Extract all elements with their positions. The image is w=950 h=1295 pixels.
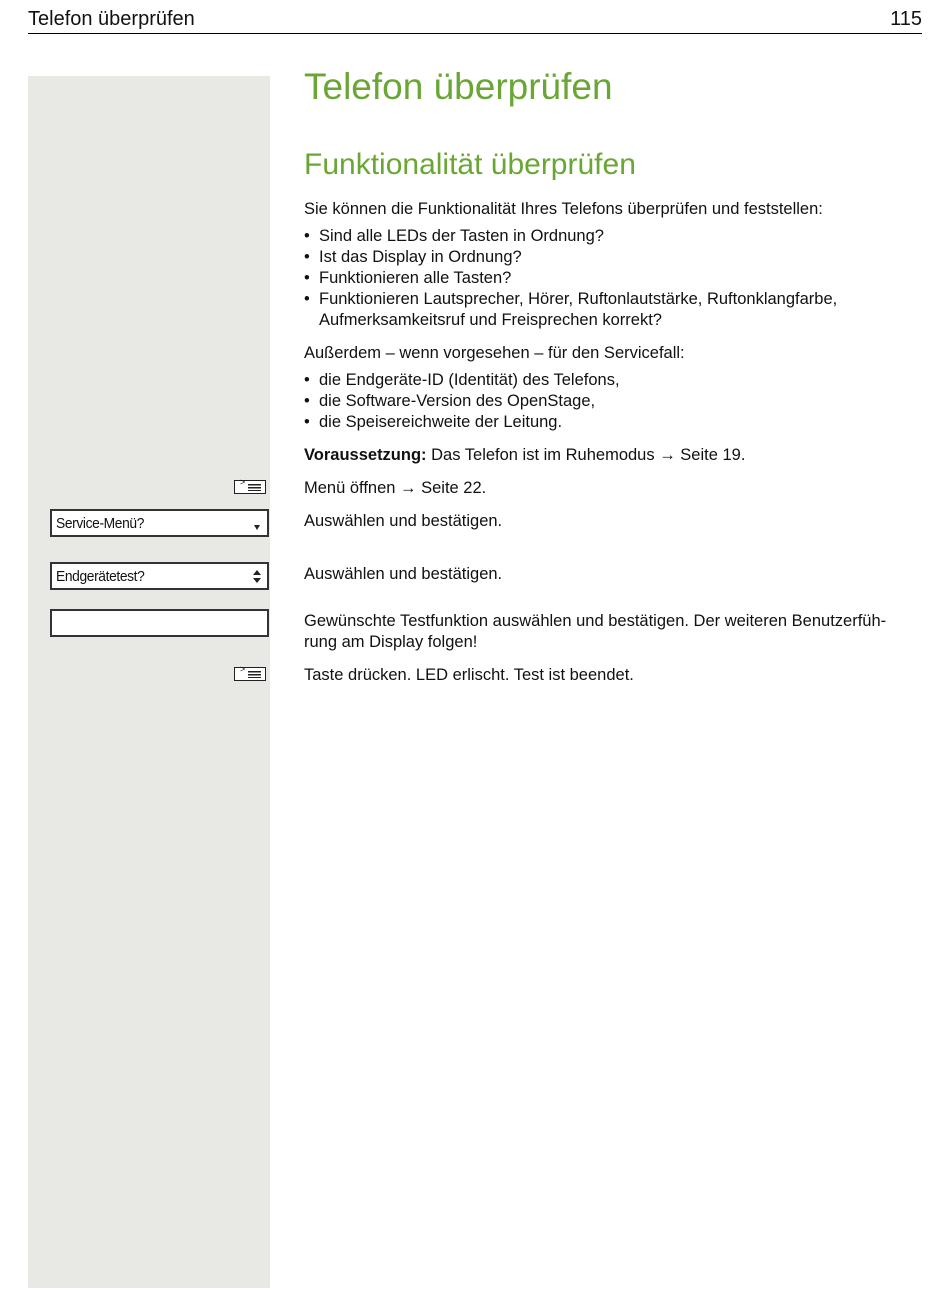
service-list [304,370,924,433]
step-text: Menü öffnen → Seite 22. [304,479,487,497]
page-title: Telefon überprüfen [304,66,613,107]
test-function-field[interactable] [50,609,269,637]
field-label: Endgerätetest? [56,568,145,585]
arrow-up-down-icon [253,570,261,584]
check-list [304,226,924,331]
prerequisite [304,445,924,466]
service-intro: Außerdem – wenn vorgesehen – für den Servicefall: [304,344,685,362]
step-text-line: Gewünschte Testfunktion auswählen und bestätigen. Der weiteren Benutzerfüh- [304,612,887,630]
menu-key-icon[interactable]: > [234,667,266,681]
step-text: Taste drücken. LED erlischt. Test ist beendet. [304,666,634,684]
page-number: 115 [890,8,922,30]
prerequisite-label: Voraussetzung: [304,446,427,464]
step-text: Auswählen und bestätigen. [304,512,503,530]
list-item: • Funktionieren Lautsprecher, Hörer, Ruftonlautstärke, Ruftonklangfarbe, Aufmerksamkeitsruf und Freisprechen korrekt? [304,289,924,331]
menu-key-icon[interactable]: > [234,480,266,494]
list-item: • Sind alle LEDs der Tasten in Ordnung? [304,226,924,247]
device-test-field[interactable] [50,562,269,590]
arrow-down-icon [254,525,260,530]
running-header [28,6,922,34]
step-text [304,611,924,653]
service-menu-field[interactable] [50,509,269,537]
intro-text: Sie können die Funktionalität Ihres Telefons überprüfen und feststellen: [304,200,823,218]
list-item: • die Speisereichweite der Leitung. [304,412,924,433]
section-title: Funktionalität überprüfen [304,148,636,181]
list-item: • die Software-Version des OpenStage, [304,391,924,412]
prerequisite-text: Das Telefon ist im Ruhemodus → Seite 19. [431,446,746,464]
step-text-line: rung am Display folgen! [304,633,478,651]
list-item: • Funktionieren alle Tasten? [304,268,924,289]
running-title: Telefon überprüfen [28,8,195,30]
sidebar-panel [28,76,270,1288]
field-label: Service-Menü? [56,515,145,532]
list-item: • die Endgeräte-ID (Identität) des Telefons, [304,370,924,391]
list-item: • Ist das Display in Ordnung? [304,247,924,268]
step-text: Auswählen und bestätigen. [304,565,503,583]
